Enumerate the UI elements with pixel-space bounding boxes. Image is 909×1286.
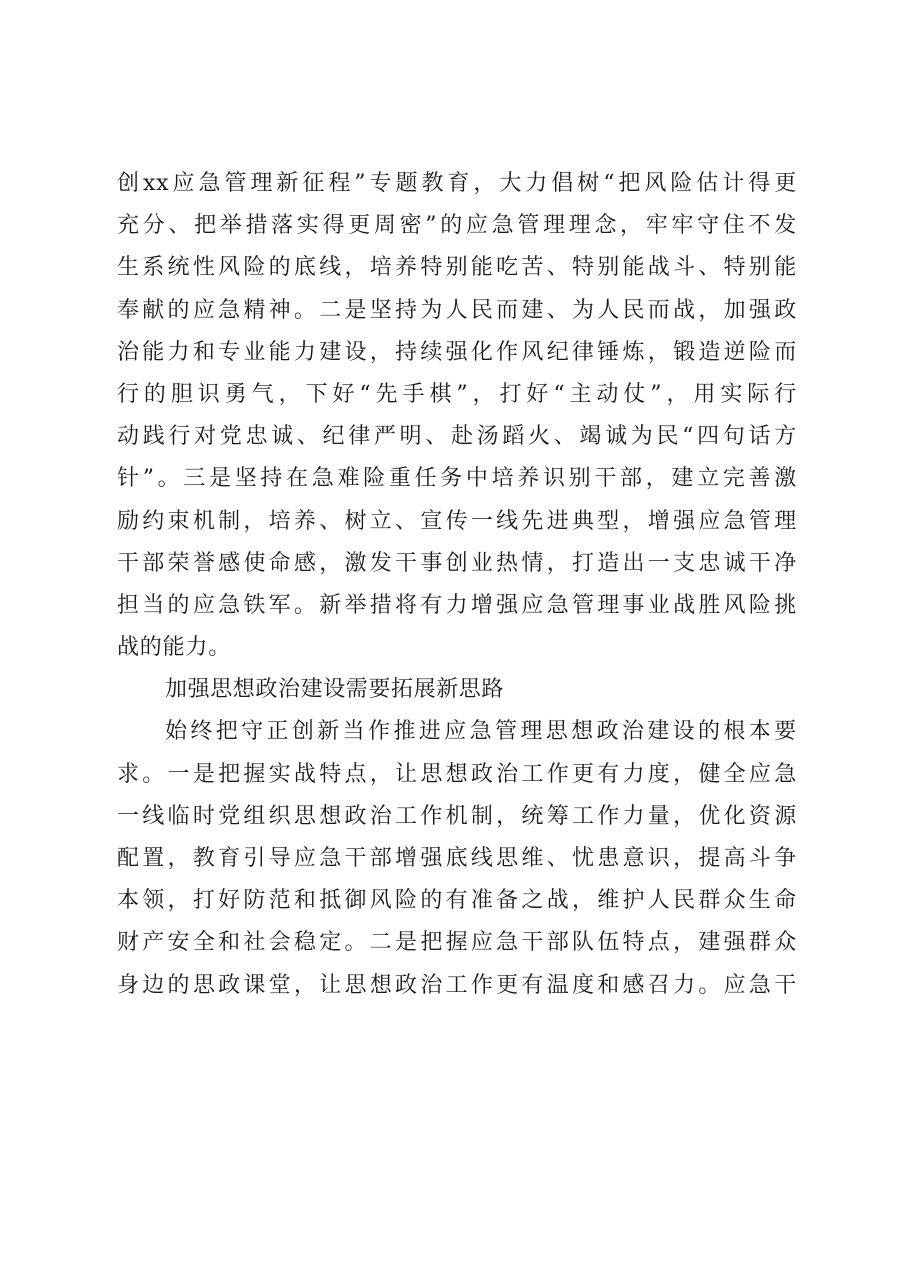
paragraph-line: 充分、把举措落实得更周密”的应急管理理念，牢牢守住不发 <box>117 213 797 239</box>
paragraph-line: 励约束机制，培养、树立、宣传一线先进典型，增强应急管理 <box>117 508 797 534</box>
paragraph-line: 生系统性风险的底线，培养特别能吃苦、特别能战斗、特别能 <box>117 255 797 281</box>
paragraph-line: 行的胆识勇气，下好“先手棋”，打好“主动仗”，用实际行 <box>117 381 797 407</box>
paragraph-line: 动践行对党忠诚、纪律严明、赴汤蹈火、竭诚为民“四句话方 <box>117 424 797 450</box>
document-body <box>117 163 797 1007</box>
paragraph-line: 一线临时党组织思想政治工作机制，统筹工作力量，优化资源 <box>117 803 797 829</box>
section-heading: 加强思想政治建设需要拓展新思路 <box>165 677 505 703</box>
paragraph-line: 本领，打好防范和抵御风险的有准备之战，维护人民群众生命 <box>117 888 797 914</box>
paragraph-line: 始终把守正创新当作推进应急管理思想政治建设的根本要 <box>165 719 797 745</box>
paragraph-line: 治能力和专业能力建设，持续强化作风纪律锤炼，锻造逆险而 <box>117 339 797 365</box>
paragraph-line: 配置，教育引导应急干部增强底线思维、忧患意识，提高斗争 <box>117 846 797 871</box>
paragraph-line: 财产安全和社会稳定。二是把握应急干部队伍特点，建强群众 <box>117 930 797 956</box>
paragraph-line: 干部荣誉感使命感，激发干事创业热情，打造出一支忠诚干净 <box>117 550 797 576</box>
paragraph-line: 奉献的应急精神。二是坚持为人民而建、为人民而战，加强政 <box>117 297 797 323</box>
paragraph-line: 求。一是把握实战特点，让思想政治工作更有力度，健全应急 <box>117 761 797 787</box>
paragraph-line: 战的能力。 <box>117 635 232 661</box>
paragraph-line: 针”。三是坚持在急难险重任务中培养识别干部，建立完善激 <box>117 466 797 492</box>
paragraph-line: 担当的应急铁军。新举措将有力增强应急管理事业战胜风险挑 <box>117 592 797 618</box>
paragraph-line: 创xx应急管理新征程”专题教育，大力倡树“把风险估计得更 <box>117 171 797 196</box>
paragraph-line: 身边的思政课堂，让思想政治工作更有温度和感召力。应急干 <box>117 972 797 998</box>
